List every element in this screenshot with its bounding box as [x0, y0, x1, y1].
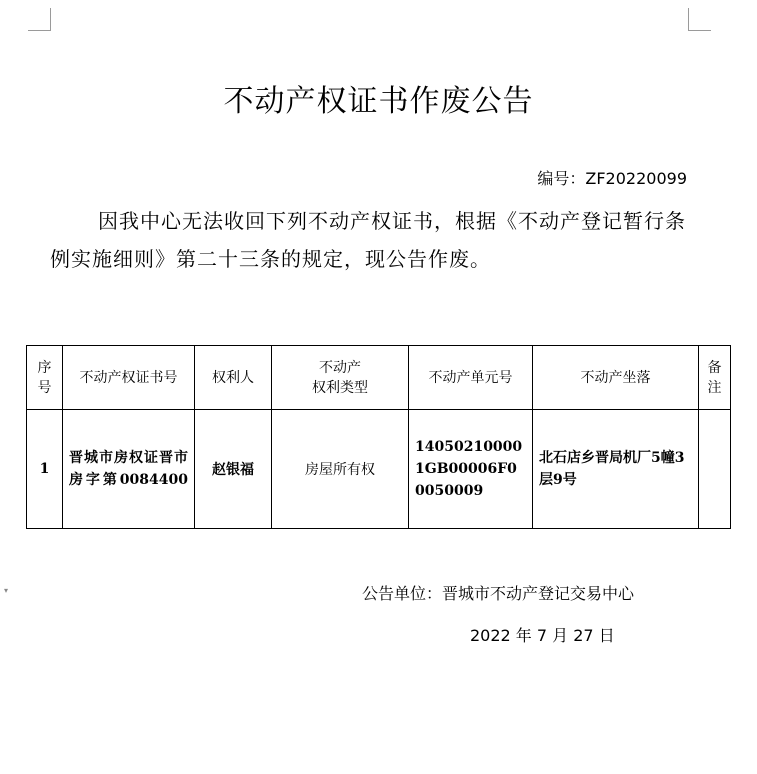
announcing-unit: 公告单位：晋城市不动产登记交易中心 — [362, 584, 635, 603]
announcement-paragraph: 因我中心无法收回下列不动产权证书，根据《不动产登记暂行条例实施细则》第二十三条的规定，现公告作废。 — [50, 209, 686, 271]
header-cert-no: 不动产权证书号 — [63, 346, 195, 410]
page-corner-mark-top-left — [28, 8, 51, 31]
cell-location: 北石店乡晋局机厂5幢3层9号 — [533, 410, 699, 529]
document-number: 编号：ZF20220099 — [537, 169, 687, 188]
certificate-table — [26, 345, 731, 529]
announcement-date: 2022 年 7 月 27 日 — [470, 626, 615, 645]
cell-right-type: 房屋所有权 — [272, 410, 409, 529]
header-right-type-line2: 权利类型 — [312, 379, 368, 396]
header-seq: 序号 — [27, 346, 63, 410]
header-remark: 备注 — [699, 346, 731, 410]
page-title: 不动产权证书作废公告 — [223, 84, 534, 119]
header-holder: 权利人 — [195, 346, 272, 410]
header-unit-no: 不动产单元号 — [409, 346, 533, 410]
table-row — [27, 410, 731, 529]
cell-remark — [699, 410, 731, 529]
cell-cert-no: 晋城市房权证晋市房字第0084400 — [63, 410, 195, 529]
header-right-type-line1: 不动产 — [319, 359, 361, 376]
cell-holder: 赵银福 — [195, 410, 272, 529]
cell-seq: 1 — [27, 410, 63, 529]
header-location: 不动产坐落 — [533, 346, 699, 410]
cell-unit-no: 140502100001GB00006F00050009 — [409, 410, 533, 529]
header-right-type — [272, 346, 409, 410]
margin-marker-icon: ▾ — [4, 586, 9, 595]
page-corner-mark-top-right — [688, 8, 711, 31]
table-header-row — [27, 346, 731, 410]
